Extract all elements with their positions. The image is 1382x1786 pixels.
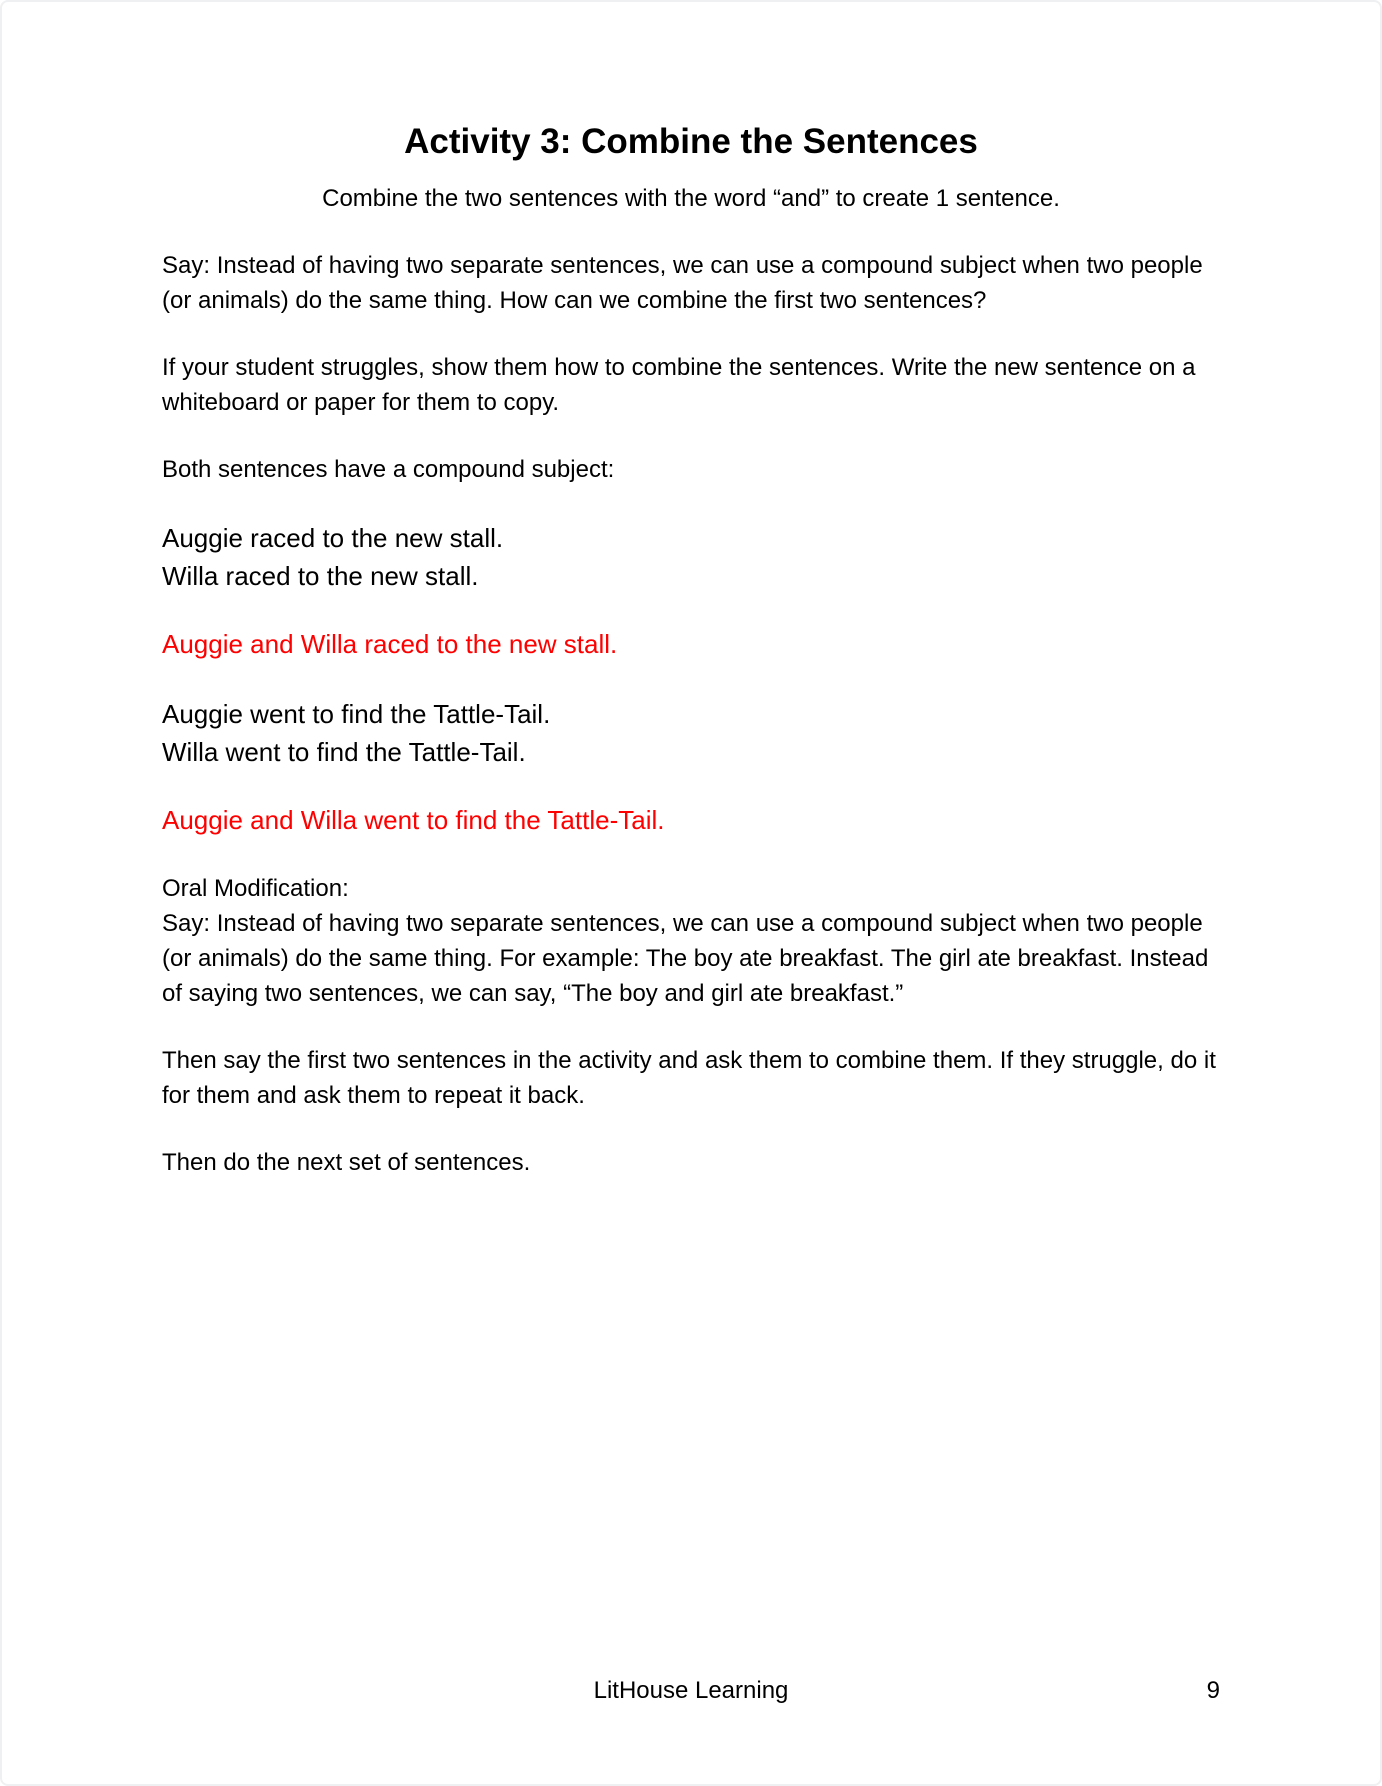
paragraph: Say: Instead of having two separate sentences, we can use a compound subject when two people (or animals) do the same thing. How can we combine the first two sentences? — [162, 252, 1203, 314]
example-sentence: Auggie went to find the Tattle-Tail. — [162, 699, 551, 729]
document-content — [2, 2, 1380, 1180]
paragraph: Then do the next set of sentences. — [162, 1149, 531, 1176]
paragraph: Both sentences have a compound subject: — [162, 456, 615, 483]
answer-sentence: Auggie and Willa went to find the Tattle-Tail. — [162, 805, 665, 835]
document-body — [162, 248, 1220, 1180]
footer-page-number: 9 — [1206, 1677, 1220, 1704]
paragraph: Then say the first two sentences in the activity and ask them to combine them. If they struggle, do it for them and ask them to repeat it back. — [162, 1047, 1216, 1109]
paragraph-group — [162, 871, 1220, 1011]
paragraph-line: Say: Instead of having two separate sentences, we can use a compound subject when two people (or animals) do the same thing. For example: The boy ate breakfast. The girl ate breakfast. Instead of saying two sentences, we can say, “The boy and girl ate breakfast.” — [162, 910, 1209, 1007]
page-subtitle: Combine the two sentences with the word “and” to create 1 sentence. — [322, 185, 1060, 212]
paragraph: If your student struggles, show them how to combine the sentences. Write the new sentence on a whiteboard or paper for them to copy. — [162, 354, 1196, 416]
footer-brand: LitHouse Learning — [593, 1677, 789, 1704]
page-footer — [162, 1676, 1220, 1706]
sentence-pair — [162, 695, 1220, 771]
paragraph-line: Oral Modification: — [162, 875, 349, 902]
example-sentence: Auggie raced to the new stall. — [162, 523, 504, 553]
sentence-pair — [162, 519, 1220, 595]
page-title: Activity 3: Combine the Sentences — [404, 122, 978, 161]
example-sentence: Willa went to find the Tattle-Tail. — [162, 737, 526, 767]
example-sentence: Willa raced to the new stall. — [162, 561, 479, 591]
answer-sentence: Auggie and Willa raced to the new stall. — [162, 629, 618, 659]
